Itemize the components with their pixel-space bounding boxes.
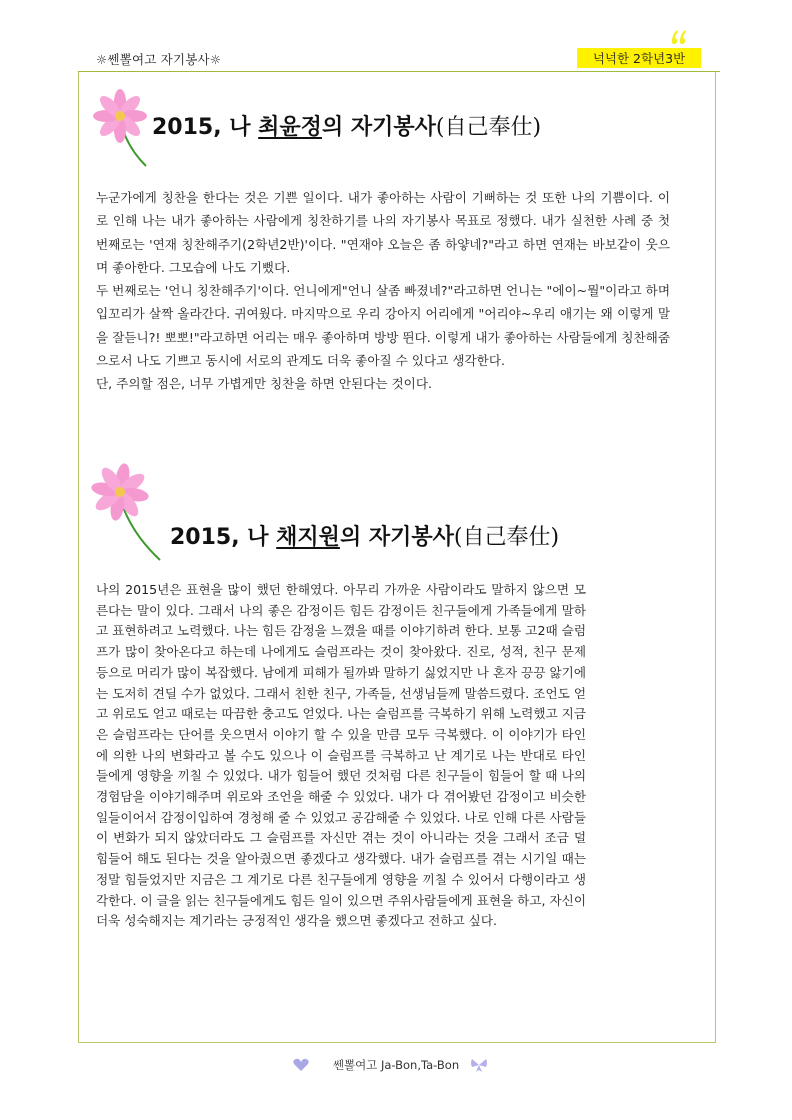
footer-text: 쎈뽈여고 Ja-Bon,Ta-Bon (332, 1058, 460, 1072)
section-body: 나의 2015년은 표현을 많이 했던 한해였다. 아무리 가까운 사람이라도 말하지 않으면 모른다는 말이 있다. 그래서 나의 좋은 감정이든 힘든 감정이든 친구들에게 가족들에게 말하고 표현하려고 노력했다. 나는 힘든 감정을 느꼈을 때를 이야기하려 한다. 보통 고2때 슬럼프가 많이 찾아온다고 하는데 나에게도 슬럼프라는 것이 찾아왔다. 진로, 성적, 친구 문제 등으로 머리가 많이 복잡했다. 남에게 피해가 될까봐 말하기 싫었지만 나 혼자 끙끙 앓기에는 도저히 견딜 수가 없었다. 그래서 친한 친구, 가족들, 선생님들께 말씀드렸다. 조언도 얻고 위로도 얻고 때로는 따끔한 충고도 얻었다. 나는 슬럼프를 극복하기 위해 노력했고 지금은 슬럼프라는 단어를 웃으면서 이야기 할 수 있을 만큼 모두 극복했다. 이 이야기가 타인에 의한 나의 변화라고 볼 수도 있으나 이 슬럼프를 극복하고 난 계기로 나는 반대로 타인들에게 영향을 끼칠 수 있었다. 내가 힘들어 했던 것처럼 다른 친구들이 힘들어 할 때 나의 경험담을 이야기해주며 위로와 조언을 해줄 수 있었다. 내가 다 겪어봤던 감정이고 비슷한 일들이어서 감정이입하여 경청해 줄 수 있었고 공감해줄 수 있었다. 나로 인해 다른 사람들이 변화가 되지 않았더라도 그 슬럼프를 자신만 겪는 것이 아니라는 것을 그래서 조금 덜 힘들어 해도 된다는 것을 알아줬으면 좋겠다고 생각했다. 내가 슬럼프를 겪는 시기일 때는 정말 힘들었지만 지금은 그 계기로 다른 친구들에게 영향을 끼칠 수 있어서 다행이라고 생각한다. 이 글을 읽는 친구들에게도 힘든 일이 있으면 주위사람들에게 표현을 하고, 자신이 더욱 성숙해지는 계기라는 긍정적인 생각을 했으면 좋겠다고 전하고 싶다. (96, 582, 587, 929)
header-left-text: ☼쎈뽈여고 자기봉사☼ (96, 52, 222, 67)
section-title (152, 110, 541, 141)
ribbon-icon (470, 1057, 488, 1073)
cosmos-flower-icon (90, 462, 170, 562)
title-hanja: (自己奉仕) (435, 115, 542, 140)
header-class-label: 넉넉한 2학년3반 (577, 48, 701, 68)
title-suffix: 의 자기봉사 (321, 115, 436, 140)
title-suffix: 의 자기봉사 (339, 525, 454, 550)
title-year-prefix: 2015, 나 (170, 525, 277, 550)
title-year-prefix: 2015, 나 (152, 115, 259, 140)
quote-mark-icon (668, 26, 690, 48)
title-hanja: (自己奉仕) (453, 525, 560, 550)
cosmos-flower-icon (88, 88, 158, 168)
section-title (170, 520, 559, 551)
title-author-name: 채지원 (276, 525, 340, 550)
title-author-name: 최윤정 (258, 115, 322, 140)
section-body: 누군가에게 칭찬을 한다는 것은 기쁜 일이다. 내가 좋아하는 사람이 기뻐하는 것 또한 나의 기쁨이다. 이로 인해 나는 내가 좋아하는 사람에게 칭찬하기를 나의 자기봉사 목표로 정했다. 내가 실천한 사례 중 첫 번째로는 '연재 칭찬해주기(2학년2반)'이다. "연재야 오늘은 좀 하얗네?"라고 하면 연재는 바보같이 웃으며 좋아한다. 그모습에 나도 기뻤다. 두 번째로는 '언니 칭찬해주기'이다. 언니에게"언니 살좀 빠졌네?"라고하면 언니는 "에이~뭘"이라고 하며 입꼬리가 살짝 올라간다. 귀여웠다. 마지막으로 우리 강아지 어리에게 "어리야~우리 애기는 왜 이렇게 말을 잘듣니?! 뽀뽀!"라고하면 어리는 매우 좋아하며 방방 뛴다. 이렇게 내가 좋아하는 사람들에게 칭찬해줌으로서 나도 기쁘고 동시에 서로의 관계도 더욱 좋아질 수 있다고 생각한다. 단, 주의할 점은, 너무 가볍게만 칭찬을 하면 안된다는 것이다. (96, 190, 670, 392)
